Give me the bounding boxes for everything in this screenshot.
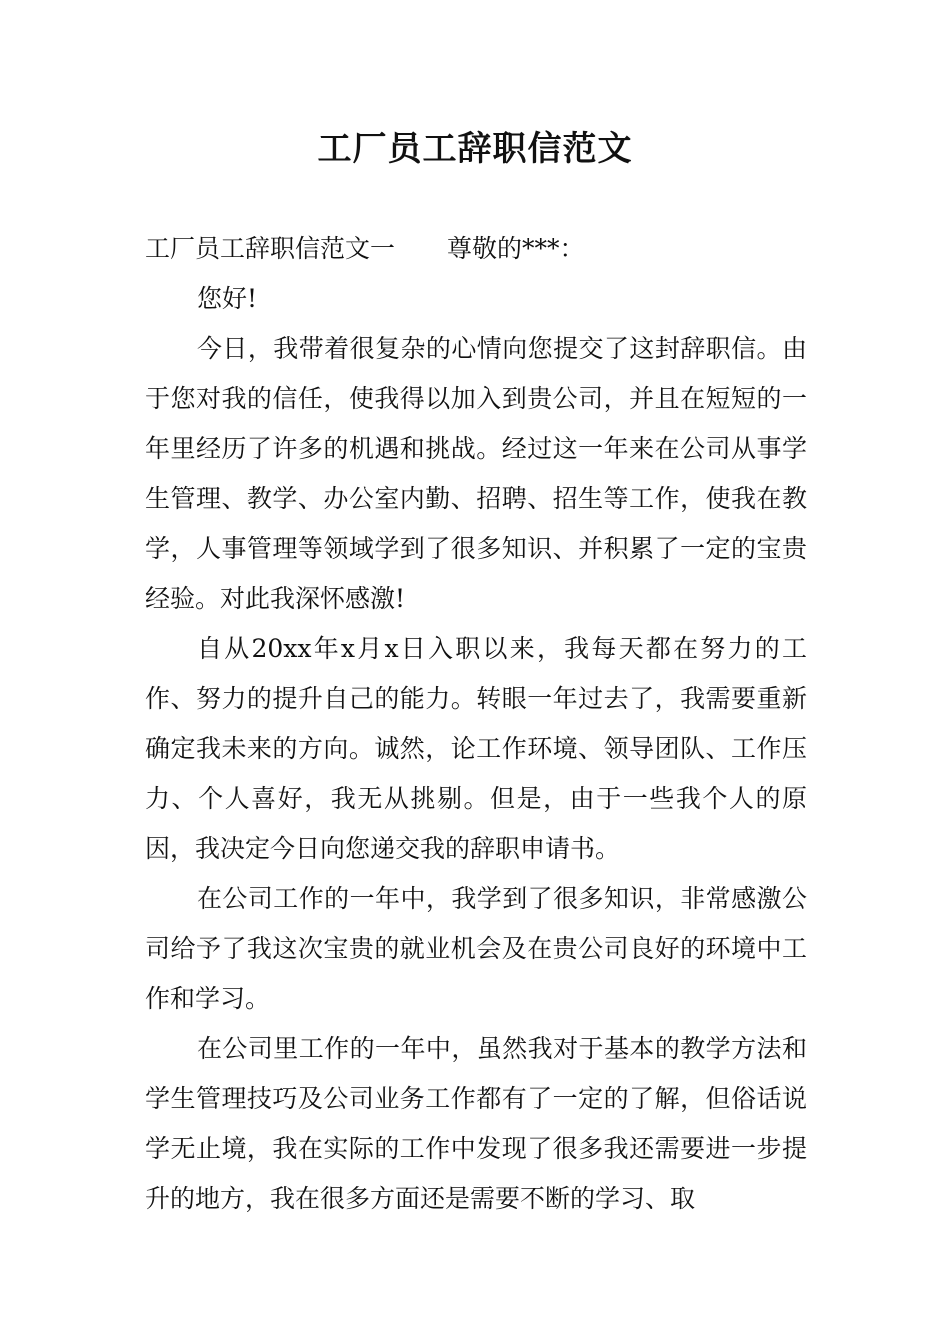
letter-heading-line	[145, 224, 807, 274]
letter-salutation: 尊敬的***：	[447, 234, 585, 263]
letter-heading-title: 工厂员工辞职信范文一	[145, 234, 396, 263]
document-title: 工厂员工辞职信范文	[317, 129, 633, 169]
paragraph-1: 今日，我带着很复杂的心情向您提交了这封辞职信。由于您对我的信任，使我得以加入到贵公司，并且在短短的一年里经历了许多的机遇和挑战。经过这一年来在公司从事学生管理、教学、办公室内勤、招聘、招生等工作，使我在教学，人事管理等领域学到了很多知识、并积累了一定的宝贵经验。对此我深怀感激!	[145, 334, 807, 613]
paragraph-4: 在公司里工作的一年中，虽然我对于基本的教学方法和学生管理技巧及公司业务工作都有了一定的了解，但俗话说学无止境，我在实际的工作中发现了很多我还需要进一步提升的地方，我在很多方面还是需要不断的学习、取	[145, 1034, 807, 1213]
paragraph-3: 在公司工作的一年中，我学到了很多知识，非常感激公司给予了我这次宝贵的就业机会及在贵公司良好的环境中工作和学习。	[145, 884, 807, 1013]
greeting-paragraph: 您好!	[197, 284, 258, 313]
document-body	[145, 224, 807, 1224]
paragraph-2: 自从20xx年x月x日入职以来，我每天都在努力的工作、努力的提升自己的能力。转眼一年过去了，我需要重新确定我未来的方向。诚然，论工作环境、领导团队、工作压力、个人喜好，我无从挑剔。但是，由于一些我个人的原因，我决定今日向您递交我的辞职申请书。	[145, 634, 807, 863]
